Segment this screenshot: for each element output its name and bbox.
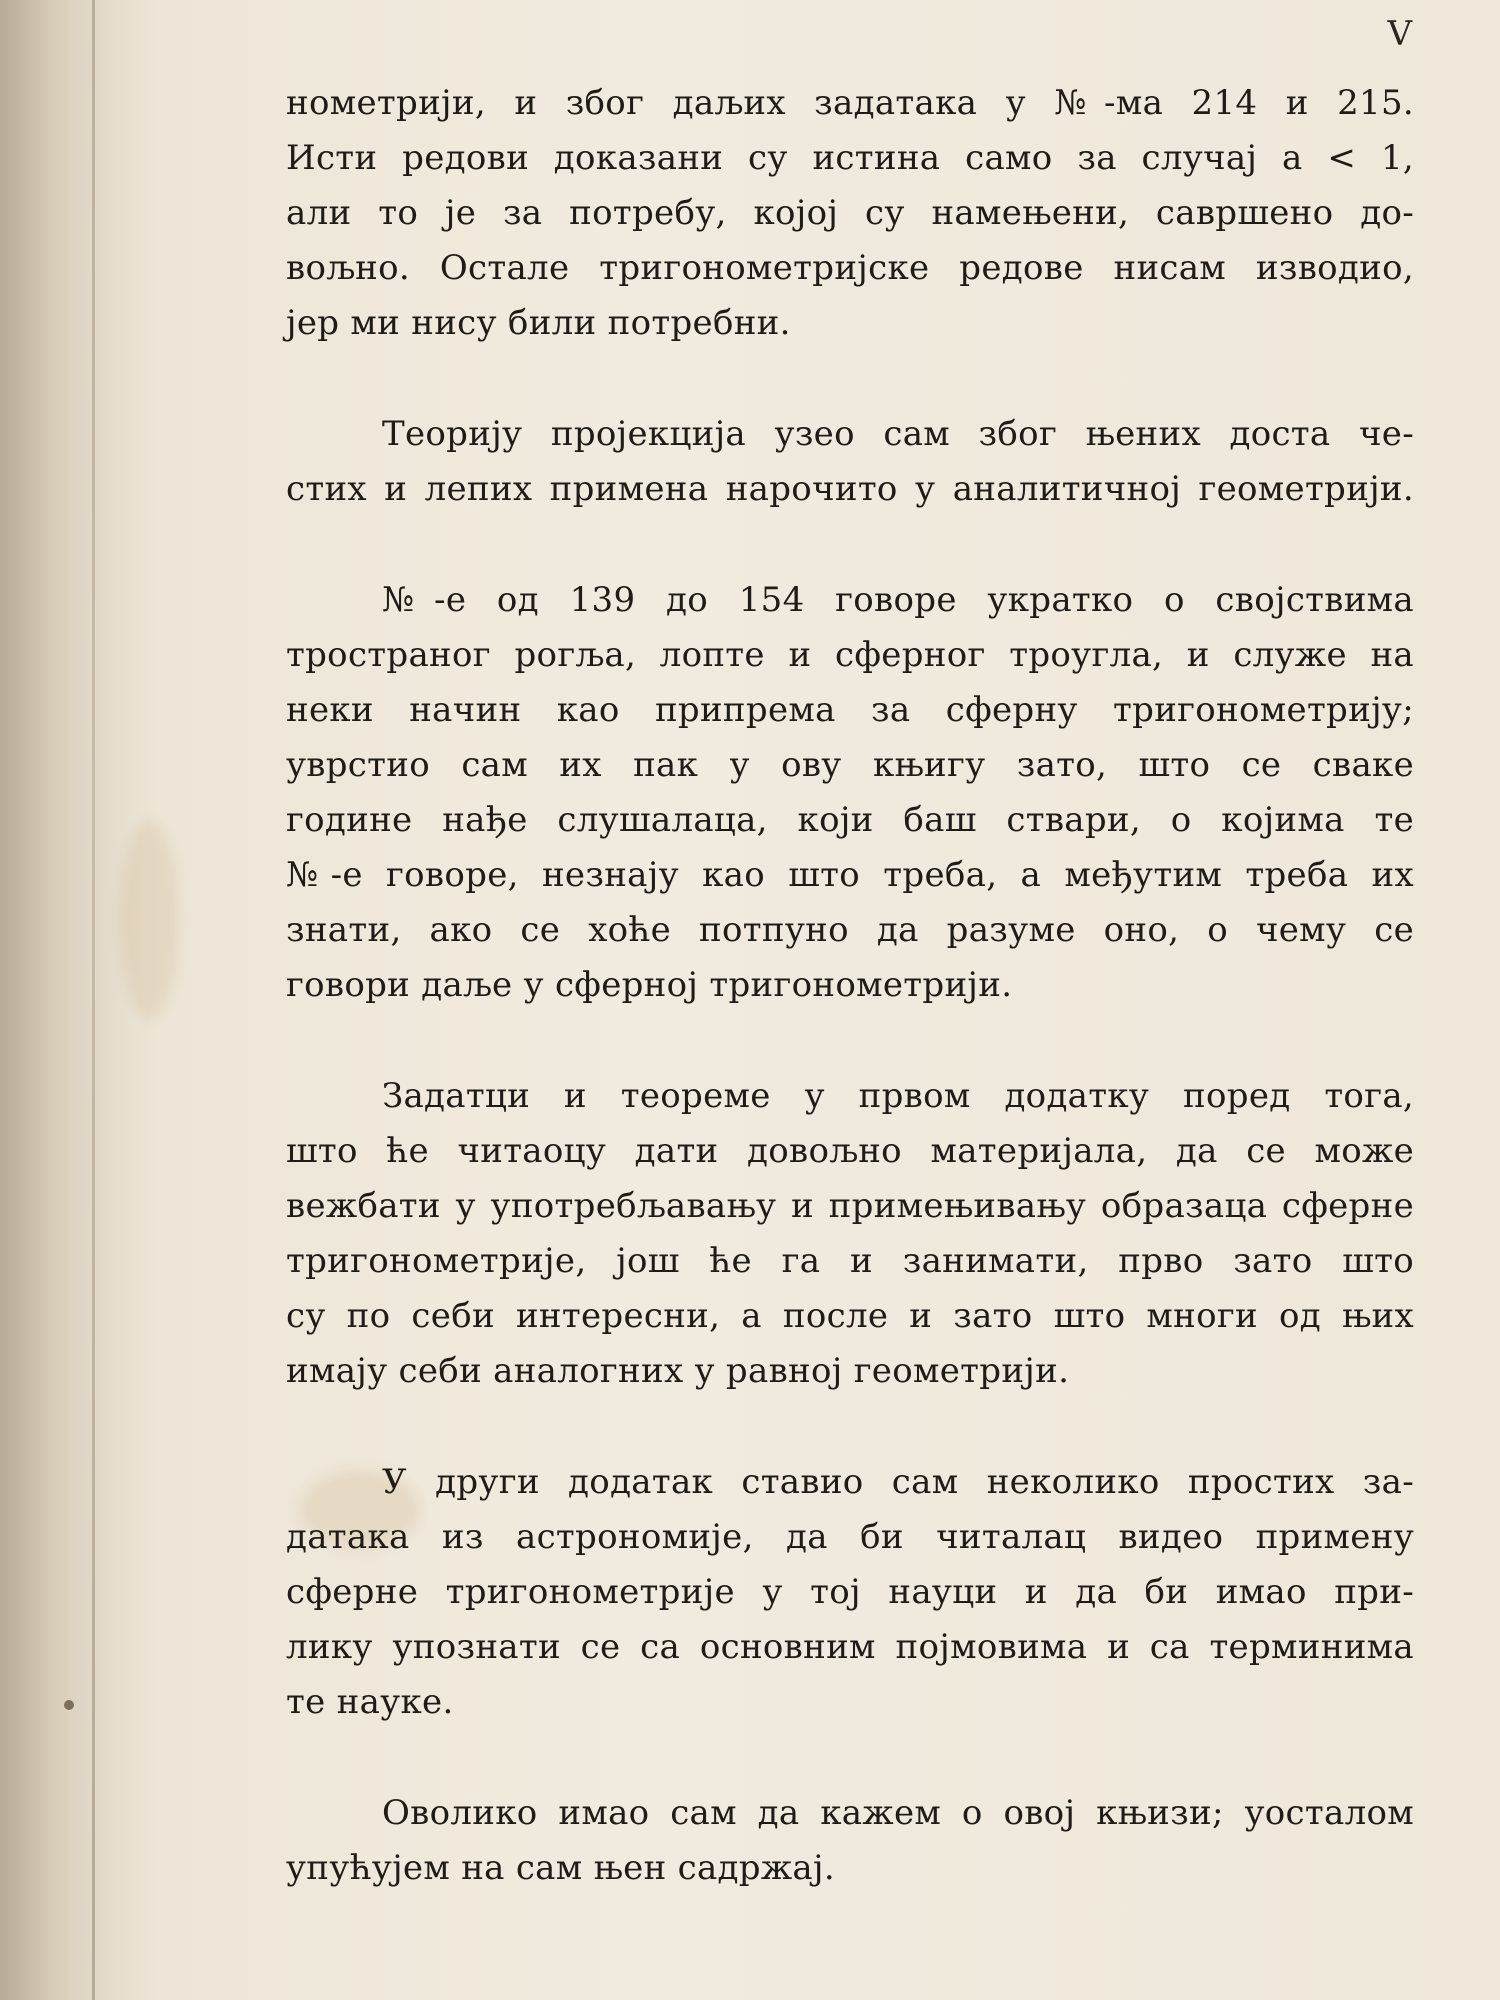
- text-line: У други додатак ставио сам неколико простих за-: [382, 1462, 1414, 1502]
- text-line: тригонометрије, још ће га и занимати, прво зато што: [286, 1241, 1414, 1281]
- text-line: нометрији, и због даљих задатака у №-ма 214 и 215.: [286, 83, 1414, 123]
- text-line: Задатци и теореме у првом додатку поред тога,: [382, 1076, 1414, 1116]
- text-line: уврстио сам их пак у ову књигу зато, што се сваке: [286, 745, 1414, 785]
- text-line: тространог рогља, лопте и сферног троугла, и служе на: [286, 635, 1414, 675]
- text-line: упућујем на сам њен садржај.: [286, 1848, 835, 1888]
- text-line: лику упознати се са основним појмовима и са терминима: [286, 1627, 1414, 1667]
- text-line: датака из астрономије, да би читалац видео примену: [286, 1517, 1414, 1557]
- text-line: те науке.: [286, 1682, 454, 1722]
- text-line: Теорију пројекција узео сам због њених доста че-: [382, 414, 1414, 454]
- text-line: јер ми нису били потребни.: [286, 303, 791, 343]
- paragraph: [286, 1069, 1414, 1399]
- text-line: знати, ако се хоће потпуно да разуме оно, о чему се: [286, 910, 1414, 950]
- text-line: су по себи интересни, а после и зато што многи од њих: [286, 1296, 1414, 1336]
- binding-mark: [64, 1700, 74, 1710]
- paper-stain: [120, 820, 180, 1020]
- paragraph: [286, 573, 1414, 1013]
- text-line: године нађе слушалаца, који баш ствари, о којима те: [286, 800, 1414, 840]
- text-line: што ће читаоцу дати довољно материјала, да се може: [286, 1131, 1414, 1171]
- body-text: [286, 76, 1414, 1896]
- text-line: неки начин као припрема за сферну тригонометрију;: [286, 690, 1414, 730]
- page-edge: [92, 0, 95, 2000]
- text-line: Оволико имао сам да кажем о овој књизи; уосталом: [382, 1793, 1414, 1833]
- text-line: вежбати у употребљавању и примењивању образаца сферне: [286, 1186, 1414, 1226]
- text-line: имају себи аналогних у равној геометрији.: [286, 1351, 1070, 1391]
- text-line: стих и лепих примена нарочито у аналитичној геометрији.: [286, 469, 1414, 509]
- text-line: али то је за потребу, којој су намењени, савршено до-: [286, 193, 1414, 233]
- text-line: Исти редови доказани су истина само за случај a < 1,: [286, 138, 1414, 178]
- text-line: сферне тригонометрије у тој науци и да би имао при-: [286, 1572, 1414, 1612]
- text-line: говори даље у сферној тригонометрији.: [286, 965, 1013, 1005]
- text-line: №-е говоре, незнају као што треба, а међутим треба их: [286, 855, 1414, 895]
- text-line: №-е од 139 до 154 говоре укратко о својствима: [382, 580, 1414, 620]
- text-line: вољно. Остале тригонометријске редове нисам изводио,: [286, 248, 1414, 288]
- paragraph: [286, 407, 1414, 517]
- paragraph: [286, 1786, 1414, 1896]
- paragraph: [286, 1455, 1414, 1730]
- paragraph: [286, 76, 1414, 351]
- page-number: V: [1387, 14, 1412, 54]
